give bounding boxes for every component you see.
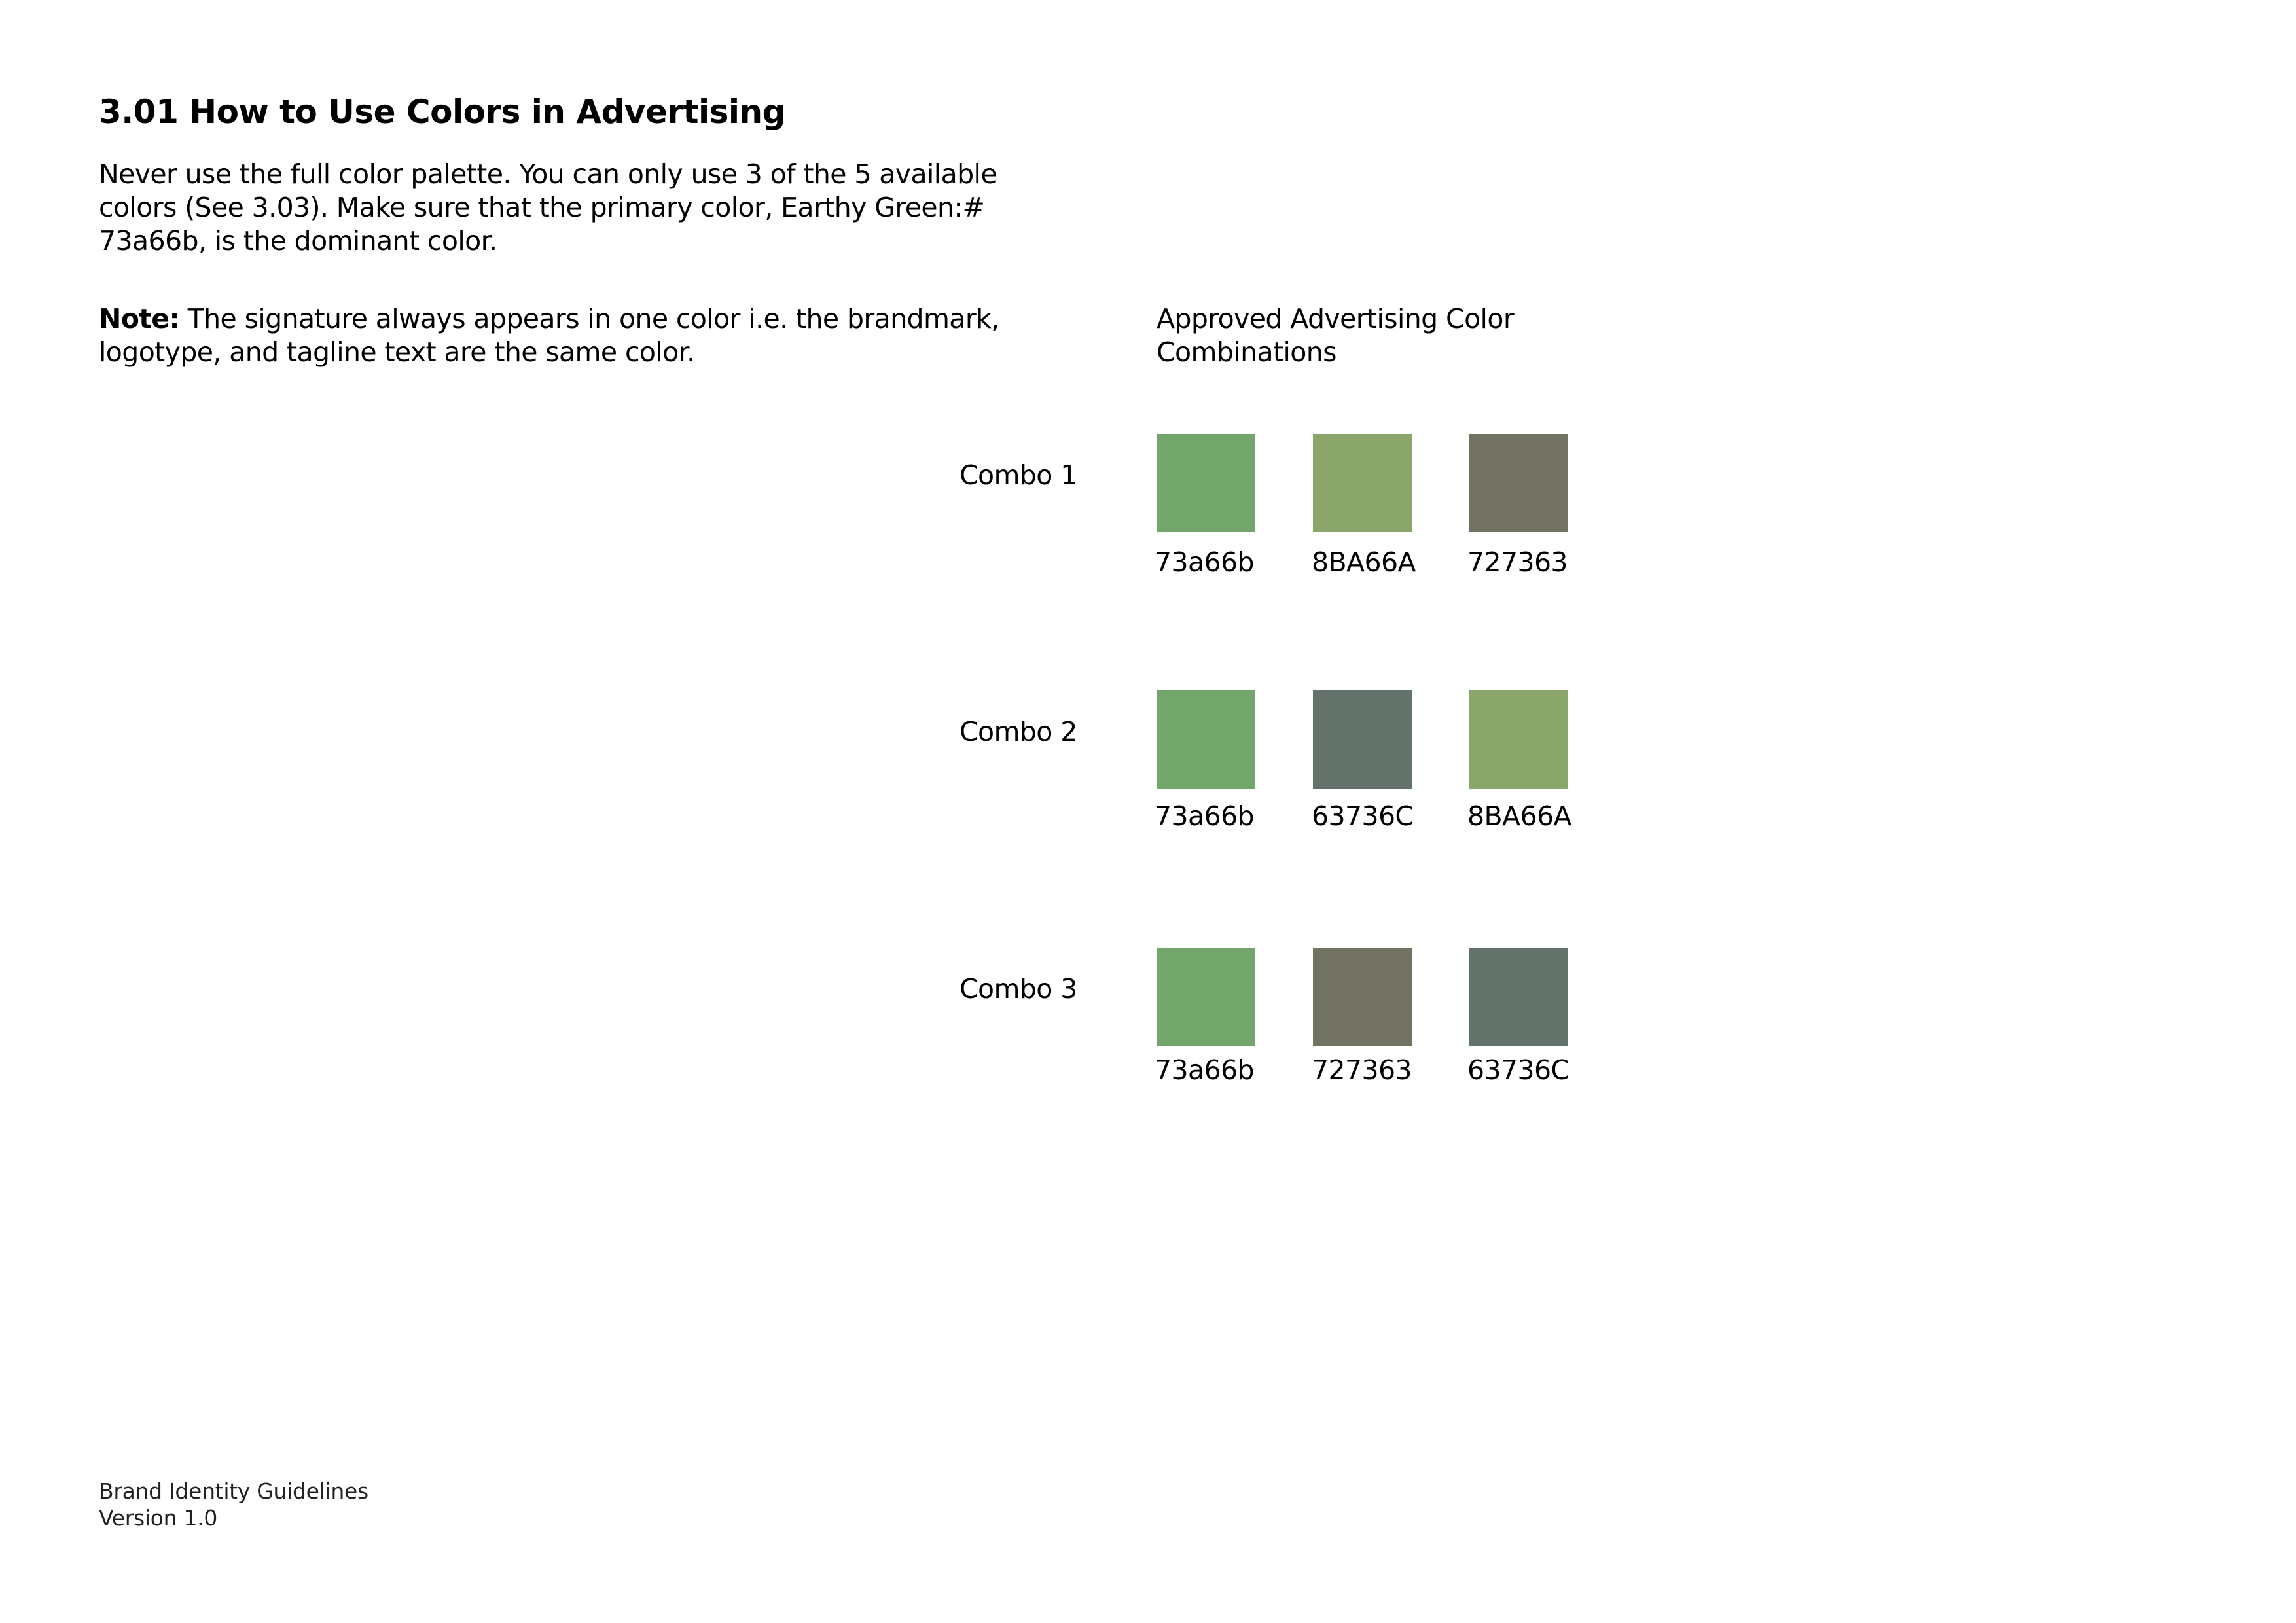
combo-label: Combo 3 bbox=[960, 973, 1077, 1005]
color-swatch bbox=[1469, 948, 1568, 1046]
footer-version: Version 1.0 bbox=[99, 1505, 218, 1531]
swatch-code: 73a66b bbox=[1155, 546, 1254, 578]
note-label: Note: bbox=[99, 303, 180, 334]
page-title: 3.01 How to Use Colors in Advertising bbox=[99, 93, 785, 131]
swatch-code: 73a66b bbox=[1155, 1054, 1254, 1086]
color-swatch bbox=[1313, 948, 1412, 1046]
swatch-code: 63736C bbox=[1467, 1054, 1570, 1086]
note-text: The signature always appears in one color i.e. the brandmark, logotype, and tagline text are the same color. bbox=[99, 303, 999, 368]
swatch-code: 63736C bbox=[1312, 800, 1414, 832]
color-swatch bbox=[1157, 690, 1255, 789]
footer-document-title: Brand Identity Guidelines bbox=[99, 1478, 368, 1504]
page-footer bbox=[99, 1478, 368, 1531]
intro-paragraph: Never use the full color palette. You can only use 3 of the 5 available colors (See 3.03). Make sure that the primary color, Earthy Green:# 73a66b, is the dominant color. bbox=[99, 158, 997, 257]
swatch-code: 8BA66A bbox=[1312, 546, 1416, 578]
color-swatch bbox=[1313, 690, 1412, 789]
swatch-code: 73a66b bbox=[1155, 800, 1254, 832]
color-swatch bbox=[1157, 948, 1255, 1046]
color-swatch bbox=[1469, 434, 1568, 532]
combinations-heading: Approved Advertising Color Combinations bbox=[1157, 303, 1515, 368]
swatch-code: 727363 bbox=[1312, 1054, 1412, 1086]
swatch-code: 8BA66A bbox=[1467, 800, 1571, 832]
note-paragraph bbox=[99, 302, 1028, 369]
color-swatch bbox=[1313, 434, 1412, 532]
swatch-code: 727363 bbox=[1467, 546, 1568, 578]
color-swatch bbox=[1469, 690, 1568, 789]
combo-label: Combo 2 bbox=[960, 716, 1077, 747]
color-swatch bbox=[1157, 434, 1255, 532]
combo-label: Combo 1 bbox=[960, 459, 1077, 491]
